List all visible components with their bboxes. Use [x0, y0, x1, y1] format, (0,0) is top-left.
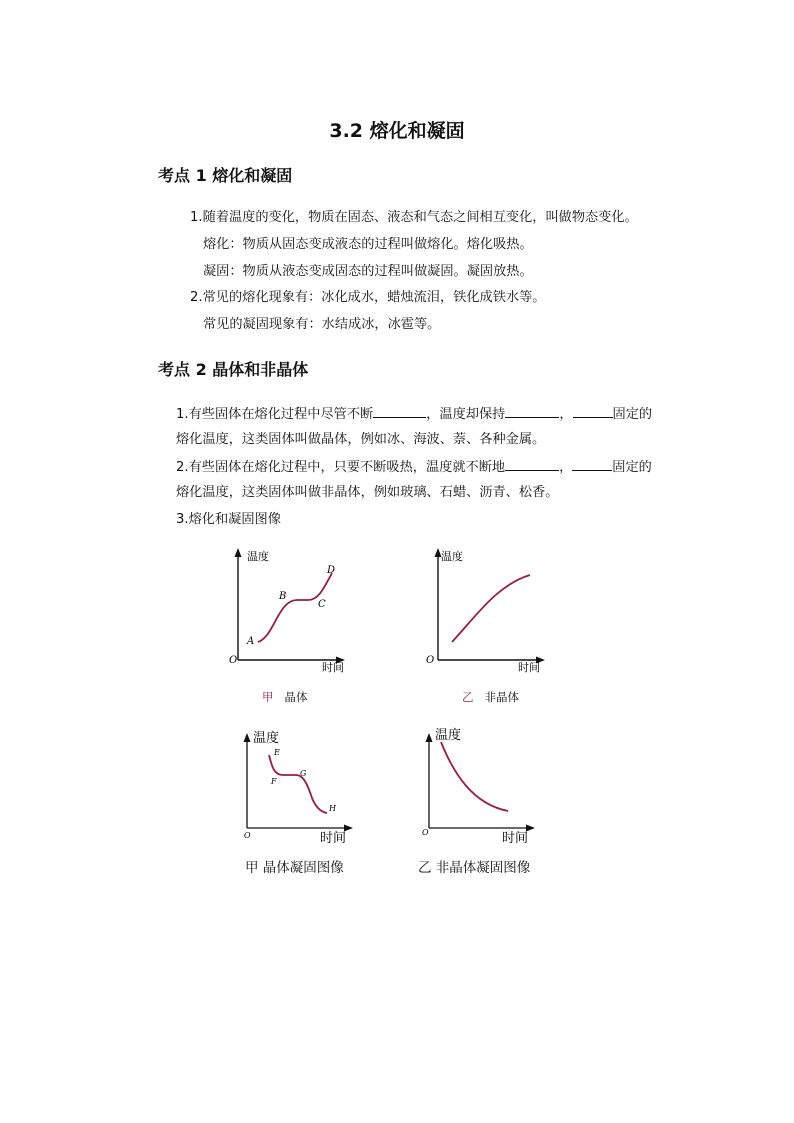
section-heading-2: 考点 2 晶体和非晶体	[158, 360, 309, 379]
section-heading-1: 考点 1 熔化和凝固	[158, 166, 293, 185]
caption-text-amorphous: 非晶体	[484, 690, 519, 704]
y-axis-arrow-icon	[235, 548, 242, 557]
section2-paragraph-1-line2: 熔化温度，这类固体叫做晶体，例如冰、海波、萘、各种金属。	[176, 432, 546, 447]
answer-blank-4[interactable]	[505, 456, 559, 471]
section1-line-1: 1.随着温度的变化，物质在固态、液态和气态之间相互变化，叫做物态变化。	[190, 210, 638, 225]
section2-paragraph-2	[176, 456, 652, 478]
caption-mark-yi: 乙	[462, 690, 474, 704]
solidifying-curve	[441, 742, 508, 811]
x-axis-label: 时间	[320, 831, 347, 846]
melting-crystal-graph	[222, 545, 352, 675]
p2-text-b: ，	[559, 460, 573, 475]
caption-text-crystal: 晶体	[284, 690, 308, 704]
y-axis-label: 温度	[441, 550, 463, 563]
origin-label: O	[422, 828, 429, 837]
section2-paragraph-2-line2: 熔化温度，这类固体叫做非晶体，例如玻璃、石蜡、沥青、松香。	[176, 485, 559, 500]
section2-paragraph-1	[176, 403, 652, 425]
section1-line-3: 凝固：物质从液态变成固态的过程叫做凝固。凝固放热。	[203, 264, 533, 279]
section1-line-2: 熔化：物质从固态变成液态的过程叫做熔化。熔化吸热。	[203, 237, 533, 252]
p1-text-b: ，温度却保持	[426, 407, 506, 422]
caption-melting-amorphous	[462, 689, 519, 705]
section1-line-5: 常见的凝固现象有：水结成冰，冰雹等。	[203, 317, 441, 332]
origin-label: O	[229, 655, 238, 666]
y-axis-label: 温度	[435, 728, 462, 743]
point-label-d: D	[327, 565, 336, 576]
y-axis-arrow-icon	[244, 733, 251, 742]
section2-paragraph-3: 3.熔化和凝固图像	[176, 512, 281, 527]
x-axis-label: 时间	[322, 661, 344, 674]
p2-text-a: 2.有些固体在熔化过程中，只要不断吸热，温度就不断地	[176, 460, 506, 475]
answer-blank-1[interactable]	[373, 403, 426, 418]
page-title: 3.2 熔化和凝固	[329, 120, 465, 142]
caption-solidifying-amorphous: 乙 非晶体凝固图像	[418, 860, 531, 876]
origin-label: O	[426, 655, 435, 666]
y-axis-arrow-icon	[426, 733, 433, 742]
x-axis-label: 时间	[518, 661, 540, 674]
point-label-g: G	[300, 769, 307, 778]
p1-text-a: 1.有些固体在熔化过程中尽管不断	[176, 407, 374, 422]
melting-amorphous-graph	[422, 545, 552, 675]
point-label-c: C	[318, 599, 326, 610]
point-label-e: E	[274, 748, 280, 757]
caption-melting-crystal	[262, 689, 307, 705]
section1-line-4: 2.常见的熔化现象有：冰化成水，蜡烛流泪，铁化成铁水等。	[190, 290, 546, 305]
solidifying-curve	[269, 755, 327, 813]
origin-label: O	[244, 831, 251, 840]
solidifying-amorphous-graph	[420, 722, 540, 850]
p1-text-d: 固定的	[612, 407, 653, 422]
p1-text-c: ，	[559, 407, 573, 422]
y-axis-label: 温度	[247, 550, 269, 563]
p2-text-c: 固定的	[612, 460, 652, 475]
point-label-f: F	[271, 777, 277, 786]
answer-blank-2[interactable]	[505, 403, 559, 418]
answer-blank-3[interactable]	[573, 403, 613, 418]
point-label-b: B	[279, 591, 287, 602]
x-axis-label: 时间	[502, 831, 529, 846]
point-label-a: A	[247, 636, 255, 647]
point-label-h: H	[329, 804, 336, 813]
caption-mark-jia: 甲	[262, 690, 274, 704]
y-axis-label: 温度	[253, 731, 280, 746]
melting-curve	[452, 575, 530, 642]
caption-solidifying-crystal: 甲 晶体凝固图像	[245, 860, 344, 876]
solidifying-crystal-graph	[238, 722, 358, 850]
answer-blank-5[interactable]	[572, 456, 612, 471]
